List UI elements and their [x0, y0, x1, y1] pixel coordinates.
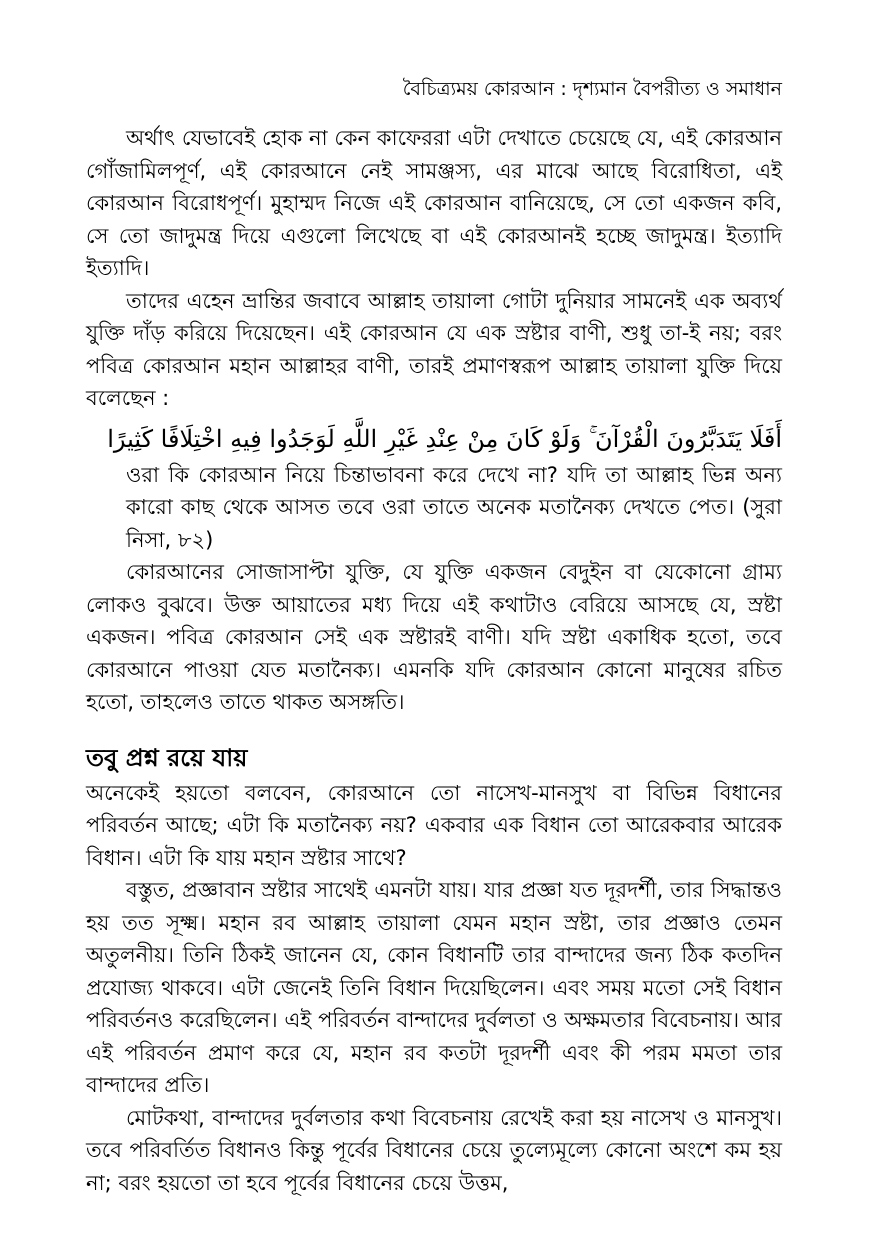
body-paragraph: মোটকথা, বান্দাদের দুর্বলতার কথা বিবেচনায় রেখেই করা হয় নাসেখ ও মানসুখ। তবে পরিবর্তিত বিধানও কিন্তু পূর্বের বিধানের চেয়ে তুল্যেমূল্যে কোনো অংশে কম হয় না; বরং হয়তো তা হবে পূর্বের বিধানের চেয়ে উত্তম, [86, 1105, 782, 1195]
body-paragraph: অনেকেই হয়তো বলবেন, কোরআনে তো নাসেখ-মানসুখ বা বিভিন্ন বিধানের পরিবর্তন আছে; এটা কি মতানৈক্য নয়? একবার এক বিধান তো আরেকবার আরেক বিধান। এটা কি যায় মহান স্রষ্টার সাথে? [86, 780, 782, 870]
body-paragraph: তাদের এহেন ভ্রান্তির জবাবে আল্লাহ তায়ালা গোটা দুনিয়ার সামনেই এক অব্যর্থ যুক্তি দাঁড় করিয়ে দিয়েছেন। এই কোরআন যে এক স্রষ্টার বাণী, শুধু তা-ই নয়; বরং পবিত্র কোরআন মহান আল্লাহর বাণী, তারই প্রমাণস্বরূপ আল্লাহ তায়ালা যুক্তি দিয়ে বলেছেন : [86, 288, 782, 410]
section-heading: তবু প্রশ্ন রয়ে যায় [86, 743, 248, 772]
body-paragraph: অর্থাৎ যেভাবেই হোক না কেন কাফেররা এটা দেখাতে চেয়েছে যে, এই কোরআন গোঁজামিলপূর্ণ, এই কোরআনে নেই সামঞ্জস্য, এর মাঝে আছে বিরোধিতা, এই কোরআন বিরোধপূর্ণ। মুহাম্মদ নিজে এই কোরআন বানিয়েছে, সে তো একজন কবি, সে তো জাদুমন্ত্র দিয়ে এগুলো লিখেছে বা এই কোরআনই হচ্ছে জাদুমন্ত্র। ইত্যাদি ইত্যাদি। [86, 126, 782, 280]
quran-quote [86, 419, 782, 557]
arabic-verse: أَفَلَا يَتَدَبَّرُونَ الْقُرْآنَ ۚ وَلَوْ كَانَ مِنْ عِنْدِ غَيْرِ اللَّهِ لَوَجَدُوا فِيهِ اخْتِلَافًا كَثِيرًا [107, 424, 782, 453]
verse-translation: ওরা কি কোরআন নিয়ে চিন্তাভাবনা করে দেখে না? যদি তা আল্লাহ ভিন্ন অন্য কারো কাছ থেকে আসত তবে ওরা তাতে অনেক মতানৈক্য দেখতে পেত। (সুরা নিসা, ৮২) [126, 462, 782, 552]
body-paragraph: কোরআনের সোজাসাপ্টা যুক্তি, যে যুক্তি একজন বেদুইন বা যেকোনো গ্রাম্য লোকও বুঝবে। উক্ত আয়াতের মধ্য দিয়ে এই কথাটাও বেরিয়ে আসছে যে, স্রষ্টা একজন। পবিত্র কোরআন সেই এক স্রষ্টারই বাণী। যদি স্রষ্টা একাধিক হতো, তবে কোরআনে পাওয়া যেত মতানৈক্য। এমনকি যদি কোরআন কোনো মানুষের রচিত হতো, তাহলেও তাতে থাকত অসঙ্গতি। [86, 560, 782, 714]
body-paragraph: বস্তুত, প্রজ্ঞাবান স্রষ্টার সাথেই এমনটা যায়। যার প্রজ্ঞা যত দূরদর্শী, তার সিদ্ধান্তও হয় তত সূক্ষ্ম। মহান রব আল্লাহ তায়ালা যেমন মহান স্রষ্টা, তার প্রজ্ঞাও তেমন অতুলনীয়। তিনি ঠিকই জানেন যে, কোন বিধানটি তার বান্দাদের জন্য ঠিক কতদিন প্রযোজ্য থাকবে। এটা জেনেই তিনি বিধান দিয়েছিলেন। এবং সময় মতো সেই বিধান পরিবর্তনও করেছিলেন। এই পরিবর্তন বান্দাদের দুর্বলতা ও অক্ষমতার বিবেচনায়। আর এই পরিবর্তন প্রমাণ করে যে, মহান রব কতটা দূরদর্শী এবং কী পরম মমতা তার বান্দাদের প্রতি। [86, 878, 782, 1097]
book-page [86, 76, 782, 1199]
running-head: বৈচিত্র্যময় কোরআন : দৃশ্যমান বৈপরীত্য ও সমাধান [402, 78, 782, 100]
